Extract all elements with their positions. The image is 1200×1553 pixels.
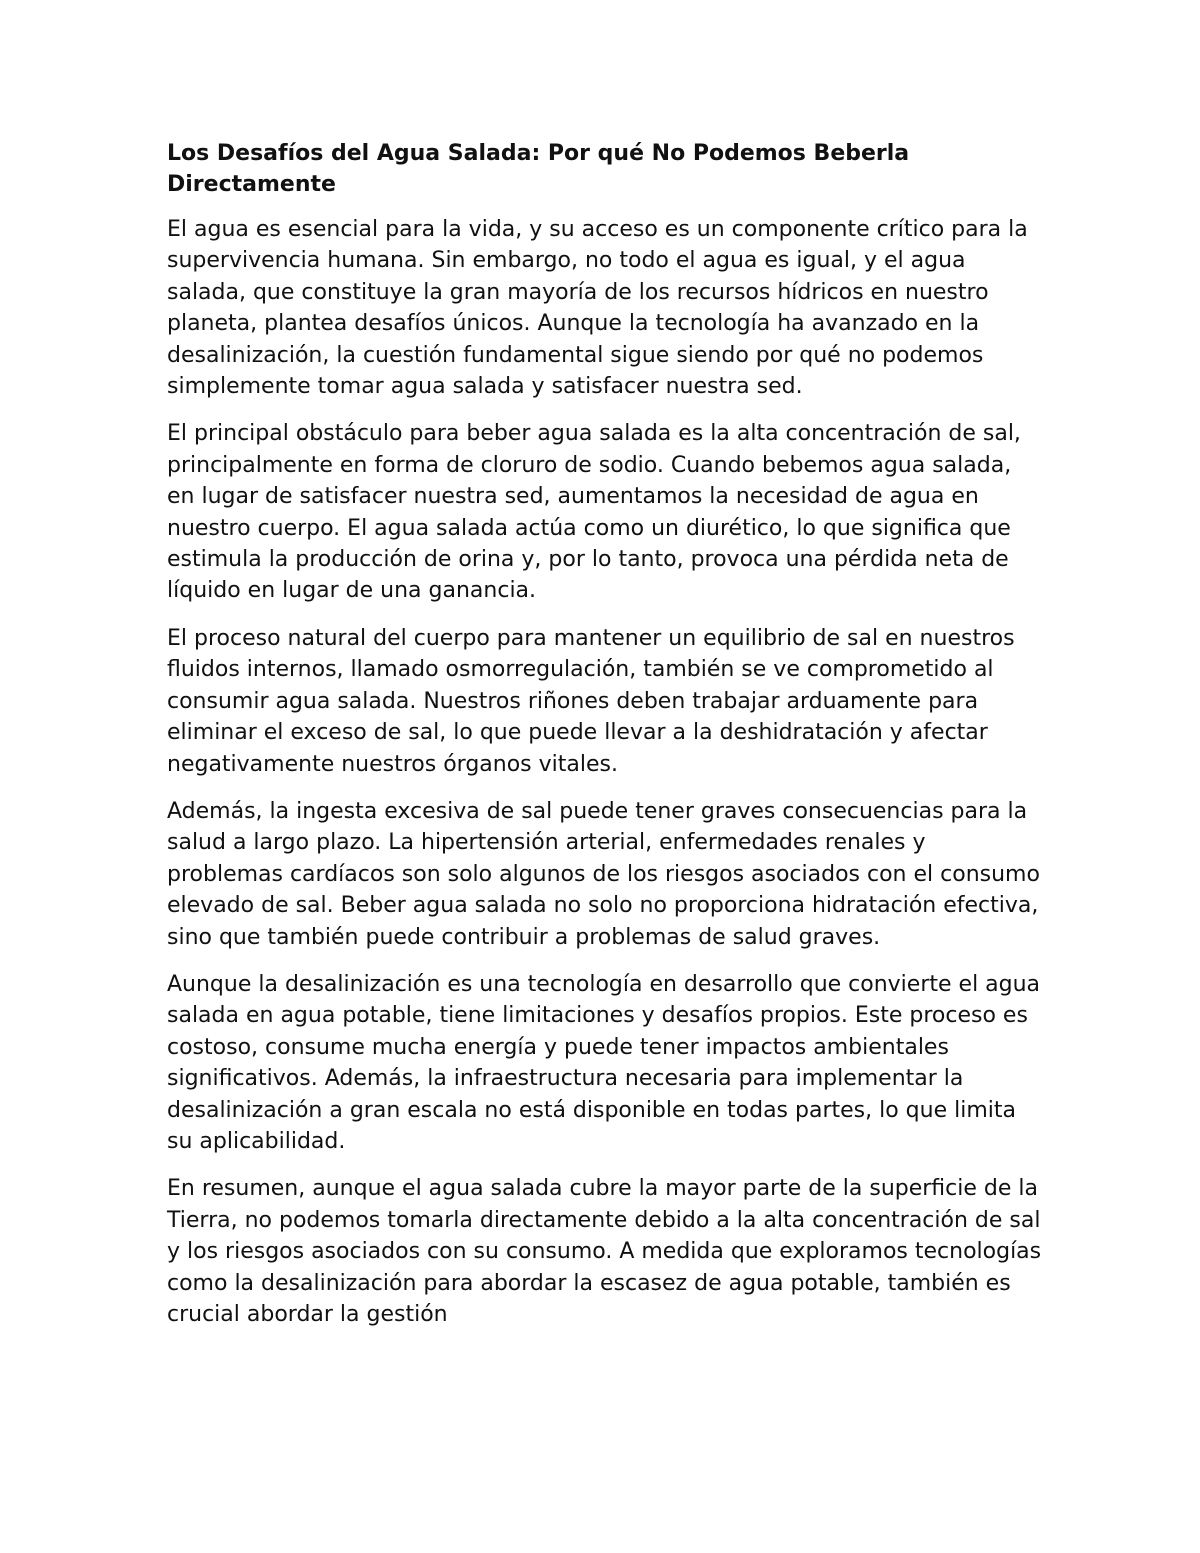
paragraph: Aunque la desalinización es una tecnología en desarrollo que convierte el agua salada en agua potable, tiene limitaciones y desafíos propios. Este proceso es costoso, consume mucha energía y puede tener impactos ambientales significativos. Además, la infraestructura necesaria para implementar la desalinización a gran escala no está disponible en todas partes, lo que limita su aplicabilidad. (167, 971, 1041, 1154)
document-content (167, 138, 1042, 1346)
paragraph: En resumen, aunque el agua salada cubre la mayor parte de la superficie de la Tierra, no podemos tomarla directamente debido a la alta concentración de sal y los riesgos asociados con su consumo. A medida que exploramos tecnologías como la desalinización para abordar la escasez de agua potable, también es crucial abordar la gestión (167, 1176, 1042, 1327)
paragraph: El agua es esencial para la vida, y su acceso es un componente crítico para la supervivencia humana. Sin embargo, no todo el agua es igual, y el agua salada, que constituye la gran mayoría de los recursos hídricos en nuestro planeta, plantea desafíos únicos. Aunque la tecnología ha avanzado en la desalinización, la cuestión fundamental sigue siendo por qué no podemos simplemente tomar agua salada y satisfacer nuestra sed. (167, 217, 1028, 400)
paragraph: El principal obstáculo para beber agua salada es la alta concentración de sal, principalmente en forma de cloruro de sodio. Cuando bebemos agua salada, en lugar de satisfacer nuestra sed, aumentamos la necesidad de agua en nuestro cuerpo. El agua salada actúa como un diurético, lo que significa que estimula la producción de orina y, por lo tanto, provoca una pérdida neta de líquido en lugar de una ganancia. (167, 421, 1021, 604)
paragraph: El proceso natural del cuerpo para mantener un equilibrio de sal en nuestros fluidos internos, llamado osmorregulación, también se ve comprometido al consumir agua salada. Nuestros riñones deben trabajar arduamente para eliminar el exceso de sal, lo que puede llevar a la deshidratación y afectar negativamente nuestros órganos vitales. (167, 625, 1015, 777)
document-title: Los Desafíos del Agua Salada: Por qué No Podemos Beberla Directamente (167, 141, 910, 197)
paragraph: Además, la ingesta excesiva de sal puede tener graves consecuencias para la salud a largo plazo. La hipertensión arterial, enfermedades renales y problemas cardíacos son solo algunos de los riesgos asociados con el consumo elevado de sal. Beber agua salada no solo no proporciona hidratación efectiva, sino que también puede contribuir a problemas de salud graves. (167, 798, 1040, 950)
